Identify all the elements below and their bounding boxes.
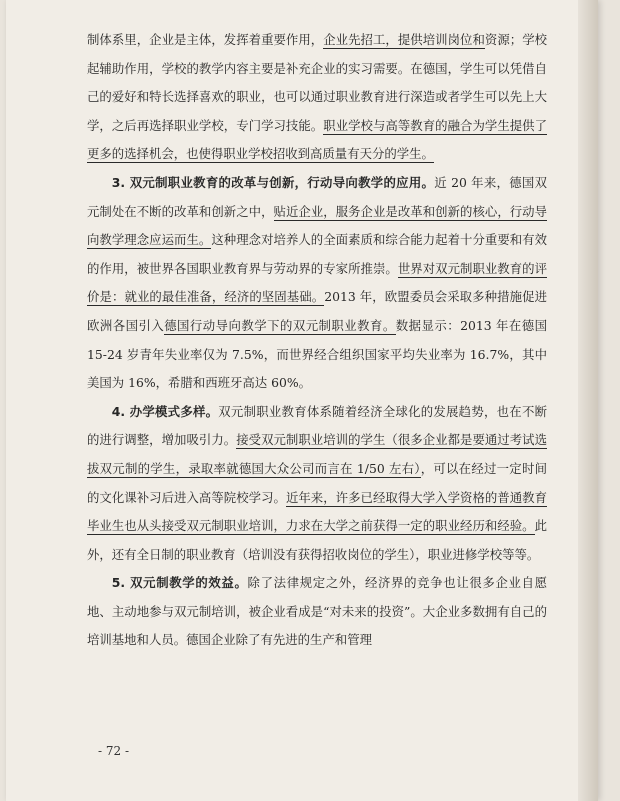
underlined-text: 世界对双元制职业教育的评价是：就业的最佳准备，经济的坚固基础。 (87, 260, 548, 305)
section-4-body (87, 404, 547, 562)
text-run: 制体系里，企业是主体，发挥着重要作用， (87, 32, 324, 47)
underlined-text: 职业学校与高等教育的融合为学生提供了更多的选择机会，也使得职业学校招收到高质量有天分的学生。 (87, 117, 548, 162)
section-5-heading: 5. 双元制教学的效益。 (111, 575, 248, 591)
section-4-heading: 4. 办学模式多样。 (111, 403, 219, 419)
book-page (6, 0, 598, 801)
section-3-body (87, 175, 547, 390)
text-run: 2013 年，欧盟委员会采取多种措施促进欧洲各国引入 (87, 289, 547, 333)
underlined-text: 企业先招工，提供培训岗位和 (323, 32, 485, 47)
underlined-text: 接受双元制职业培训的学生（很多企业都是要通过考试选拔双元制的学生，录取率就德国大众公司而言在 1/50 左右） (87, 432, 547, 476)
text-run: 近 20 年来，德国双元制处在不断的改革和创新之中， (87, 174, 547, 219)
underlined-text: 近年来，许多已经取得大学入学资格的普通教育毕业生也从头接受双元制职业培训，力求在大学之前获得一定的职业经历和经验。 (87, 489, 547, 534)
section-4-paragraph (87, 398, 547, 570)
underlined-text: 贴近企业，服务企业是改革和创新的核心，行动导向教学理念应运而生。 (87, 203, 548, 248)
text-run: 除了法律规定之外，经济界的竞争也让很多企业自愿地、主动地参与双元制培训，被企业看成是“对未来的投资”。大企业多数拥有自己的培训基地和人员。德国企业除了有先进的生产和管理 (87, 575, 548, 648)
section-3-paragraph (87, 169, 547, 398)
section-5-paragraph (87, 569, 547, 655)
text-run: 此外，还有全日制的职业教育（培训没有获得招收岗位的学生），职业进修学校等等。 (87, 518, 547, 562)
text-run: 这种理念对培养人的全面素质和综合能力起着十分重要和有效的作用，被世界各国职业教育界与劳动界的专家所推崇。 (87, 232, 548, 276)
text-run: 数据显示：2013 年在德国 15-24 岁青年失业率仅为 7.5%，而世界经合组织国家平均失业率为 16.7%，其中美国为 16%，希腊和西班牙高达 60%。 (87, 317, 547, 391)
text-run: 双元制职业教育体系随着经济全球化的发展趋势，也在不断的进行调整，增加吸引力。 (87, 403, 547, 448)
text-run: ，可以在经过一定时间的文化课补习后进入高等院校学习。 (87, 460, 547, 505)
text-run: 资源；学校起辅助作用，学校的教学内容主要是补充企业的实习需要。在德国，学生可以凭借自己的爱好和特长选择喜欢的职业，也可以通过职业教育进行深造或者学生可以先上大学，之后再选择职业学校，专门学习技能。 (87, 32, 548, 133)
page-number: - 72 - (98, 744, 130, 758)
section-3-heading: 3. 双元制职业教育的改革与创新，行动导向教学的应用。 (111, 174, 435, 190)
book-spine-shadow (578, 0, 598, 801)
page-body (87, 26, 547, 655)
underlined-text: 德国行动导向教学下的双元制职业教育。 (164, 317, 396, 333)
intro-paragraph (87, 26, 547, 169)
